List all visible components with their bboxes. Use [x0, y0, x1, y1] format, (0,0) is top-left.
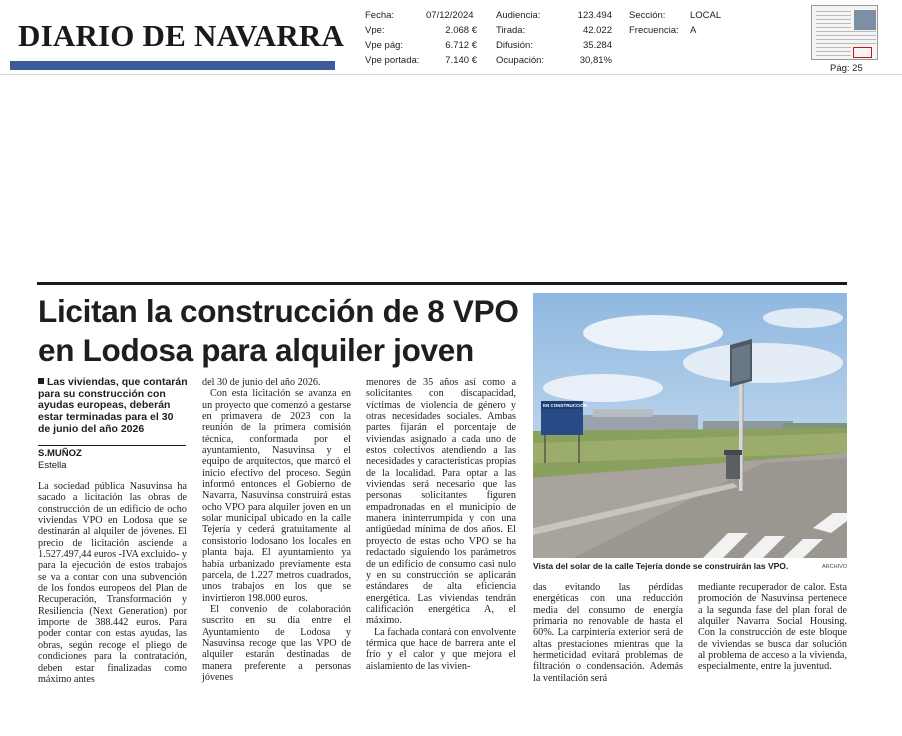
masthead: DIARIO DE NAVARRA	[18, 18, 345, 53]
body-column-5	[698, 582, 847, 673]
sign-text: EN CONSTRUCCIÓN	[543, 403, 588, 408]
vpe-pag-label: Vpe pág:	[365, 40, 404, 51]
tirada-value: 42.022	[582, 25, 612, 36]
thumbnail-highlight	[853, 47, 872, 58]
paragraph: mediante recuperador de calor. Esta promoción de Nasuvinsa pertenece a la segunda fase del plan foral de alquiler Navarra Social Housing. Con la construcción de este bloque de viviendas se busca dar solución al problema de acceso a la vivienda, especialmente, entre la juventud.	[698, 582, 847, 673]
vpe-label: Vpe:	[365, 25, 385, 36]
photo-credit: ARCHIVO	[822, 564, 848, 570]
vpe-pag-value: 6.712 €	[445, 40, 477, 51]
dateline-location: Estella	[38, 460, 67, 471]
bullet-square-icon	[38, 378, 44, 384]
vpe-value: 2.068 €	[445, 25, 477, 36]
audiencia-label: Audiencia:	[496, 10, 541, 21]
paragraph: del 30 de junio del año 2026.	[202, 377, 321, 388]
article-top-rule	[37, 282, 847, 285]
ocupacion-value: 30,81%	[579, 55, 612, 66]
byline-rule	[38, 445, 186, 446]
fecha-value: 07/12/2024	[426, 10, 474, 21]
seccion-label: Sección:	[629, 10, 666, 21]
ocupacion-label: Ocupación:	[496, 55, 545, 66]
lead-text: Las viviendas, que contarán para su construcción con ayudas europeas, deberán estar terminadas para el 30 de junio del año 2026	[38, 376, 188, 435]
body-column-2	[202, 377, 351, 683]
paragraph: Con esta licitación se avanza en un proyecto que comenzó a gestarse en primavera de 2023 con la reunión de la primera comisión técnica, conformada por el ayuntamiento, Nasuvinsa y el equipo de arquitectos, que marcó el inicio efectivo del proceso. Según informó entonces el Gobierno de Navarra, Nasuvinsa construirá estas ocho VPO para alquiler joven en un solar municipal ubicado en la calle Tejería y cederá gratuitamente al consistorio lodosano los locales en planta baja. El ayuntamiento ya había urbanizado previamente esta parcela, de 1.227 metros cuadrados, unos trabajos en los que se invirtieron 198.000 euros.	[202, 388, 351, 604]
vpe-portada-value: 7.140 €	[445, 55, 477, 66]
fecha-label: Fecha:	[365, 10, 395, 21]
tirada-label: Tirada:	[496, 25, 526, 36]
lead-summary	[38, 377, 188, 436]
vpe-portada-label: Vpe portada:	[365, 55, 420, 66]
paragraph: El convenio de colaboración suscrito en su día entre el Ayuntamiento de Lodosa y Nasuvinsa recoge que las VPO de alquiler estarán destinadas de manera preferente a personas jóvenes	[202, 603, 351, 683]
frecuencia-label: Frecuencia:	[629, 25, 679, 36]
difusion-value: 35.284	[582, 40, 612, 51]
thumbnail-image	[854, 10, 876, 30]
body-column-1	[38, 481, 187, 685]
paragraph: La sociedad pública Nasuvinsa ha sacado a licitación las obras de construcción de un edificio de ocho viviendas VPO en Lodosa que se destinarán al alquiler de jóvenes. El precio de licitación asciende a 1.527.497,44 euros -IVA excluido- y para la ejecución de estos trabajos se va a contar con una subvención de los fondos europeos del Plan de Recuperación, Transformación y Resiliencia (Next Generation) por importe de 388.442 euros. Para poder contar con estas ayudas, las obras, según recoge el pliego de condiciones para la contratación, deben estar finalizadas como máximo antes	[38, 481, 187, 685]
author-byline: S.MUÑOZ	[38, 448, 82, 459]
headline-line-1: Licitan la construcción de 8 VPO	[38, 293, 519, 329]
paragraph: das evitando las pérdidas energéticas con una reducción media del consumo de energía primaria no renovable de hasta el 60%. La carpintería exterior será de altas prestaciones mientras que la hermeticidad evitará problemas de filtración o condensación. Además la ventilación será	[533, 582, 683, 684]
difusion-label: Difusión:	[496, 40, 533, 51]
page-thumbnail[interactable]	[811, 5, 878, 60]
frecuencia-value: A	[690, 25, 697, 36]
headline	[38, 292, 528, 370]
paragraph: menores de 35 años así como a solicitantes con discapacidad, víctimas de violencia de género y otras necesidades sociales. Ambas partes fijarán el porcentaje de viviendas asignado a cada uno de estos colectivos atendiendo a las necesidades y características propias de la localidad. Para optar a las viviendas será necesario que las personas solicitantes figuren empadronadas en el municipio de manera ininterrumpida y con una antigüedad mínima de dos años. El proyecto de estas ocho VPO se ha redactado siguiendo los parámetros de un edificio de consumo casi nulo y en su construcción se aplicarán estándares de alta eficiencia energética. Las viviendas tendrán calificación energética A, el máximo.	[366, 377, 516, 627]
seccion-value: LOCAL	[690, 10, 722, 21]
page-number: Pág: 25	[830, 63, 863, 74]
article-photo[interactable]	[533, 293, 847, 558]
audiencia-value: 123.494	[577, 10, 612, 21]
header-divider	[0, 74, 902, 75]
paragraph: La fachada contará con envolvente térmica que hace de barrera ante el frío y el calor y que mejora el aislamiento de las vivien-	[366, 626, 516, 672]
photo-caption: Vista del solar de la calle Tejería donde se construirán las VPO.	[533, 561, 789, 571]
headline-line-2: en Lodosa para alquiler joven	[38, 332, 474, 368]
body-column-4	[533, 582, 683, 684]
masthead-bar	[10, 61, 335, 70]
body-column-3	[366, 377, 516, 672]
